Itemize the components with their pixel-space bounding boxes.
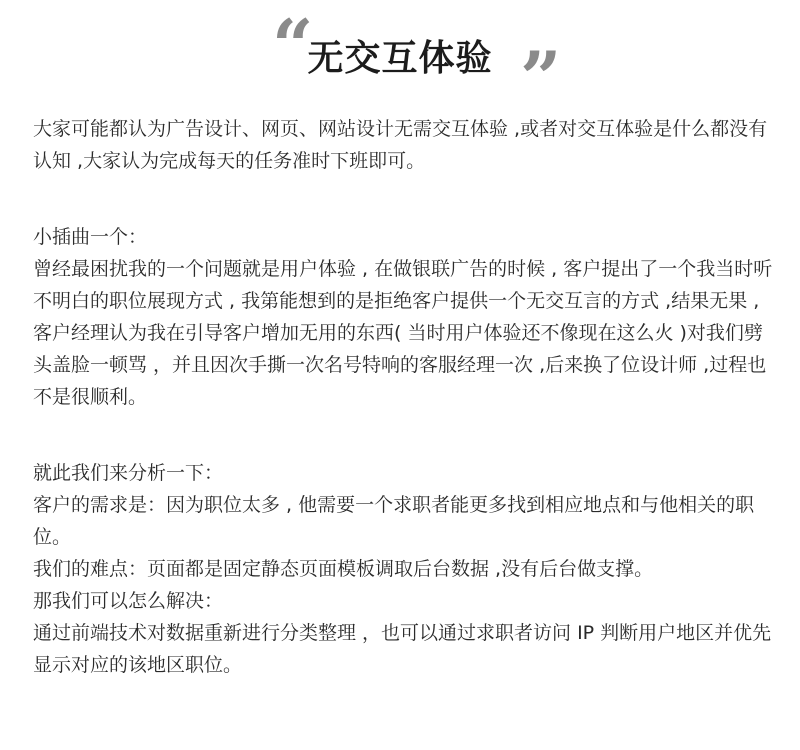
story-paragraph: 曾经最困扰我的一个问题就是用户体验 , 在做银联广告的时候 , 客户提出了一个我当时听不明白的职位展现方式 , 我第能想到的是拒绝客户提供一个无交互言的方式 ,结果无果 ,客户经理认为我在引导客户增加无用的东西( 当时用户体验还不像现在这么火 )对我们劈头盖脸一顿骂 ，并且因次手撕一次名号特响的客服经理一次 ,后来换了位设计师 ,过程也不是很顺利。 xyxy=(33,258,773,408)
analysis-solution: 通过前端技术对数据重新进行分类整理 ，也可以通过求职者访问 IP 判断用户地区并优先显示对应的该地区职位。 xyxy=(33,622,772,676)
analysis-need: 客户的需求是：因为职位太多 , 他需要一个求职者能更多找到相应地点和与他相关的职位。 xyxy=(33,494,755,548)
open-quote-mark: “ xyxy=(272,3,314,88)
analysis-difficulty: 我们的难点：页面都是固定静态页面模板调取后台数据 ,没有后台做支撑。 xyxy=(33,558,654,580)
intro-paragraph: 大家可能都认为广告设计、网页、网站设计无需交互体验 ,或者对交互体验是什么都没有认知 ,大家认为完成每天的任务准时下班即可。 xyxy=(33,118,768,172)
article-body xyxy=(33,113,778,681)
page-title: 无交互体验 xyxy=(307,38,493,79)
close-quote-mark: ” xyxy=(520,35,562,120)
analysis-heading: 就此我们来分析一下： xyxy=(33,462,224,484)
title-block xyxy=(0,0,800,120)
paragraph-spacer xyxy=(33,413,778,457)
paragraph-spacer xyxy=(33,177,778,221)
analysis-question: 那我们可以怎么解决： xyxy=(33,590,224,612)
story-heading: 小插曲一个： xyxy=(33,226,148,248)
